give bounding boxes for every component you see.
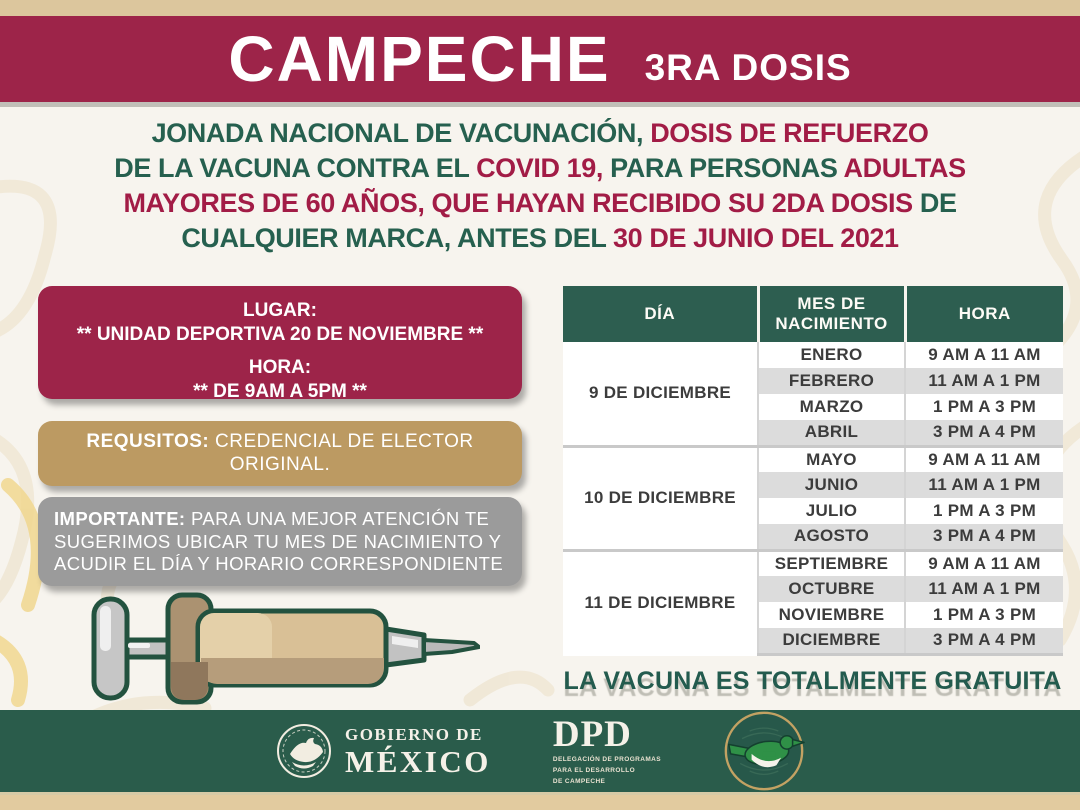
intro-line	[34, 151, 1046, 186]
hour-cell: 1 PM A 3 PM	[905, 498, 1063, 524]
month-cell: JUNIO	[758, 472, 905, 498]
intro-line	[34, 186, 1046, 221]
gobierno-line2: MÉXICO	[344, 743, 491, 779]
lugar-value: ** UNIDAD DEPORTIVA 20 DE NOVIEMBRE **	[76, 324, 484, 345]
schedule-table	[563, 286, 1063, 656]
dpd-subtitle-line1: DELEGACIÓN DE PROGRAMAS	[552, 756, 662, 763]
day-cell: 11 DE DICIEMBRE	[563, 550, 758, 654]
intro-segment: ADULTAS	[843, 153, 966, 183]
hour-cell: 9 AM A 11 AM	[905, 446, 1063, 472]
schedule-row	[563, 342, 1063, 368]
intro-segment: DE	[912, 188, 957, 218]
schedule-header-2: HORA	[905, 286, 1063, 342]
requirements-box	[38, 421, 522, 486]
day-cell: 10 DE DICIEMBRE	[563, 446, 758, 550]
footer-banner	[0, 710, 1080, 795]
intro-line	[34, 116, 1046, 151]
intro-segment: JONADA NACIONAL DE VACUNACIÓN,	[151, 118, 651, 148]
schedule-header-row	[563, 286, 1063, 342]
dpd-logo	[553, 716, 661, 786]
gobierno-de-mexico-logo	[275, 722, 491, 780]
schedule-header-1: MES DE NACIMIENTO	[758, 286, 905, 342]
schedule-table-wrap	[563, 286, 1063, 656]
dpd-subtitle-line2: PARA EL DESARROLLO	[552, 767, 636, 774]
hora-value: ** DE 9AM A 5PM **	[193, 381, 367, 402]
title-banner	[0, 16, 1080, 102]
free-vaccine-text: LA VACUNA ES TOTALMENTE GRATUITA	[563, 667, 1062, 695]
month-cell: FEBRERO	[758, 368, 905, 394]
intro-text	[34, 116, 1046, 256]
month-cell: AGOSTO	[758, 524, 905, 550]
month-cell: SEPTIEMBRE	[758, 550, 905, 576]
month-cell: ABRIL	[758, 420, 905, 446]
hour-cell: 11 AM A 1 PM	[905, 472, 1063, 498]
syringe-icon	[70, 592, 480, 707]
top-tan-strip	[0, 0, 1080, 16]
requisitos-label: REQUSITOS:	[86, 431, 210, 452]
schedule-row	[563, 550, 1063, 576]
campeche-health-bird-logo-icon	[723, 710, 805, 792]
mexico-coat-of-arms-icon	[275, 722, 333, 780]
schedule-row	[563, 446, 1063, 472]
intro-segment: DOSIS DE REFUERZO	[650, 118, 929, 148]
hour-cell: 1 PM A 3 PM	[905, 394, 1063, 420]
month-cell: JULIO	[758, 498, 905, 524]
dose-subtitle: 3RA DOSIS	[644, 46, 852, 88]
importante-label: IMPORTANTE:	[54, 508, 186, 529]
day-cell: 9 DE DICIEMBRE	[563, 342, 758, 446]
dpd-title: DPD	[552, 714, 632, 755]
dpd-subtitle-line3: DE CAMPECHE	[552, 778, 606, 785]
requisitos-text: CREDENCIAL DE ELECTOR ORIGINAL.	[215, 431, 474, 475]
intro-segment: DE LA VACUNA CONTRA EL	[114, 153, 477, 183]
location-time-box	[38, 286, 522, 402]
intro-segment: PARA PERSONAS	[610, 153, 844, 183]
bottom-tan-strip	[0, 795, 1080, 810]
hour-cell: 3 PM A 4 PM	[905, 420, 1063, 446]
hour-cell: 11 AM A 1 PM	[905, 576, 1063, 602]
state-title: CAMPECHE	[228, 23, 611, 95]
hour-cell: 11 AM A 1 PM	[905, 368, 1063, 394]
month-cell: MARZO	[758, 394, 905, 420]
gobierno-line1: GOBIERNO DE	[344, 724, 483, 744]
month-cell: MAYO	[758, 446, 905, 472]
month-cell: NOVIEMBRE	[758, 602, 905, 628]
intro-line	[34, 221, 1046, 256]
month-cell: ENERO	[758, 342, 905, 368]
important-box	[38, 497, 522, 586]
month-cell: DICIEMBRE	[758, 628, 905, 654]
importante-text: PARA UNA MEJOR ATENCIÓN TE SUGERIMOS UBICAR TU MES DE NACIMIENTO Y ACUDIR EL DÍA Y HORARIO CORRESPONDIENTE	[54, 508, 504, 574]
hora-label: HORA:	[248, 357, 312, 378]
intro-segment: MAYORES DE 60 AÑOS, QUE HAYAN RECIBIDO SU 2DA DOSIS	[123, 188, 913, 218]
schedule-header-0: DÍA	[563, 286, 758, 342]
intro-segment: CUALQUIER MARCA, ANTES DEL	[181, 223, 614, 253]
month-cell: OCTUBRE	[758, 576, 905, 602]
hour-cell: 9 AM A 11 AM	[905, 342, 1063, 368]
hour-cell: 9 AM A 11 AM	[905, 550, 1063, 576]
intro-segment: COVID 19,	[476, 153, 611, 183]
intro-segment: 30 DE JUNIO DEL 2021	[613, 223, 899, 253]
hour-cell: 3 PM A 4 PM	[905, 628, 1063, 654]
hour-cell: 3 PM A 4 PM	[905, 524, 1063, 550]
lugar-label: LUGAR:	[243, 300, 317, 321]
hour-cell: 1 PM A 3 PM	[905, 602, 1063, 628]
